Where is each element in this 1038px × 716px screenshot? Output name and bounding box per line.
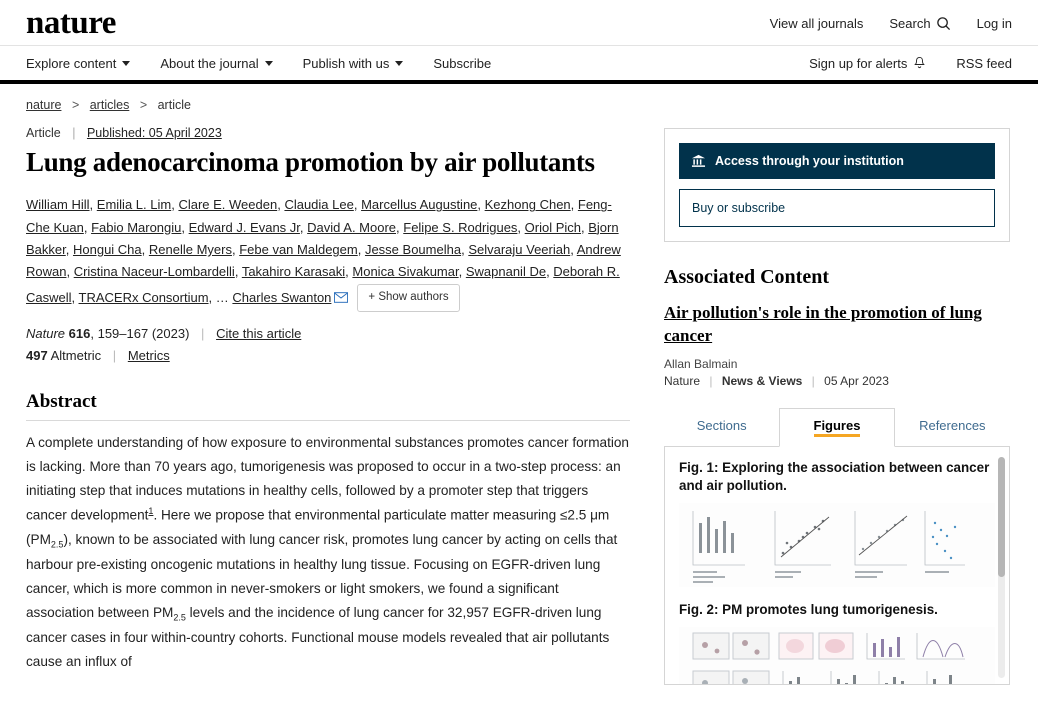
author-link[interactable]: Jesse Boumelha: [364, 242, 462, 258]
author-link[interactable]: Swapnanil De: [465, 264, 547, 280]
author-link[interactable]: Edward J. Evans Jr: [188, 219, 300, 235]
nav-subscribe[interactable]: Subscribe: [433, 55, 492, 71]
access-through-institution-label: Access through your institution: [715, 154, 904, 168]
bell-icon: [913, 56, 926, 70]
article-type: Article: [26, 126, 61, 140]
source-divider: |: [709, 373, 713, 388]
breadcrumb-separator: >: [139, 98, 148, 112]
masthead-links: [770, 16, 1012, 31]
tab-sections-label: Sections: [696, 417, 747, 433]
author-link[interactable]: Selvaraju Veeriah: [468, 242, 571, 258]
figure-1-thumbnail[interactable]: [679, 503, 995, 587]
abstract-reference-1[interactable]: 1: [148, 506, 154, 517]
email-icon[interactable]: [334, 288, 348, 310]
author-link[interactable]: Clare E. Weeden: [178, 197, 278, 213]
associated-source-section: News & Views: [721, 373, 803, 388]
institution-icon: [691, 154, 706, 168]
figure-item[interactable]: [679, 459, 995, 587]
journal-name: Nature: [26, 325, 66, 341]
associated-article-link[interactable]: Air pollution's role in the promotion of lung cancer: [664, 303, 982, 346]
figure-2-graphic: [679, 627, 969, 685]
journal-volume: 616: [68, 325, 91, 341]
sidebar-column: [664, 126, 1010, 685]
author-link[interactable]: David A. Moore: [307, 219, 397, 235]
author-link[interactable]: Emilia L. Lim: [96, 197, 172, 213]
author-link[interactable]: Andrew Rowan: [26, 242, 621, 280]
journal-pages-comma: ,: [90, 325, 98, 341]
citation-divider: |: [201, 325, 205, 341]
metrics-divider: |: [112, 347, 117, 363]
abstract-text: [26, 431, 630, 675]
article-meta: [26, 126, 630, 140]
breadcrumb-item-nature[interactable]: nature: [26, 98, 62, 112]
sidebar-tabs: [664, 408, 1010, 447]
abstract-subscript-1: 2.5: [50, 539, 64, 550]
associated-content-heading: Associated Content: [664, 266, 829, 288]
tab-figures[interactable]: [779, 408, 894, 447]
abstract-subscript-2: 2.5: [173, 612, 186, 623]
author-link-consortium[interactable]: TRACERx Consortium: [78, 289, 209, 305]
metrics-link[interactable]: Metrics: [127, 347, 170, 363]
author-link[interactable]: Renelle Myers: [148, 242, 232, 258]
metrics-line: [26, 348, 630, 363]
author-link[interactable]: Hongui Cha: [72, 242, 142, 258]
figures-panel: [664, 447, 1010, 685]
author-link[interactable]: Kezhong Chen: [484, 197, 571, 213]
associated-article-source: [664, 374, 1010, 388]
author-link[interactable]: Cristina Naceur-Lombardelli: [73, 264, 235, 280]
altmetric-label: Altmetric: [50, 347, 102, 363]
nav-explore-content[interactable]: [26, 56, 130, 71]
search-link[interactable]: [889, 16, 950, 31]
nav-left-group: [26, 56, 491, 71]
page-title: Lung adenocarcinoma promotion by air pollutants: [26, 147, 595, 177]
nav-sign-up-for-alerts[interactable]: [809, 56, 926, 71]
author-link[interactable]: Monica Sivakumar: [352, 264, 459, 280]
tab-figures-label: Figures: [814, 418, 861, 437]
figure-1-caption: Fig. 1: Exploring the association between cancer and air pollution.: [679, 459, 990, 493]
access-options-box: [664, 128, 1010, 242]
meta-divider: |: [72, 126, 76, 140]
article-published-date[interactable]: Published: 05 April 2023: [86, 126, 222, 140]
nav-about-the-journal[interactable]: [160, 56, 272, 71]
author-link[interactable]: Oriol Pich: [524, 219, 582, 235]
tab-references-label: References: [919, 417, 986, 433]
figure-2-caption: Fig. 2: PM promotes lung tumorigenesis.: [679, 602, 938, 618]
breadcrumb-item-articles[interactable]: articles: [89, 98, 130, 112]
nature-logo[interactable]: nature: [26, 5, 116, 41]
main-navigation: [0, 46, 1038, 84]
corresponding-author-link[interactable]: Charles Swanton: [232, 289, 332, 305]
nav-publish-with-us-label: Publish with us: [302, 55, 390, 71]
show-authors-button[interactable]: + Show authors: [357, 284, 459, 312]
buy-or-subscribe-button[interactable]: Buy or subscribe: [679, 189, 995, 227]
nav-rss-feed[interactable]: RSS feed: [956, 55, 1012, 71]
author-link[interactable]: Deborah R. Caswell: [26, 264, 620, 305]
associated-source-journal: Nature: [664, 373, 701, 388]
search-icon: [936, 16, 951, 31]
associated-article-author: Allan Balmain: [664, 356, 738, 371]
page-content: [0, 126, 1038, 685]
chevron-down-icon: [265, 61, 273, 66]
abstract-part-1: A complete understanding of how exposure to environmental substances promotes cancer formation is lacking. More than 70 years ago, tumorigenesis was proposed to occur in a two-step process: an initiating step that induces mutations in healthy cells, followed by a promoter step that triggers cancer development: [26, 434, 629, 523]
citation-line: [26, 326, 630, 341]
tab-sections[interactable]: [664, 408, 779, 446]
author-link[interactable]: Claudia Lee: [284, 197, 354, 213]
author-link[interactable]: Marcellus Augustine: [361, 197, 478, 213]
associated-article-title: [664, 301, 1010, 348]
altmetric-count: 497: [26, 347, 48, 363]
nav-right-group: [809, 56, 1012, 71]
figure-1-graphic: [679, 503, 969, 587]
figure-2-thumbnail[interactable]: [679, 627, 995, 685]
authors-ellipsis: …: [215, 289, 229, 305]
abstract-part-3: ), known to be associated with lung cancer risk, promotes lung cancer by acting on cells that harbour pre-existing oncogenic mutations in healthy lung tissue. Focusing on EGFR-driven lung cancer, which is more common in never-smokers or light smokers, we found a significant association between PM: [26, 531, 618, 620]
abstract-part-4: levels and the incidence of lung cancer for 32,957 EGFR-driven lung cancer cases in four within-country cohorts. Functional mouse models revealed that air pollutants cause an influx of: [26, 604, 610, 669]
access-through-institution-button[interactable]: [679, 143, 995, 179]
masthead: [0, 0, 1038, 46]
journal-year: (2023): [151, 325, 190, 341]
view-all-journals-link[interactable]: View all journals: [769, 16, 864, 31]
author-link[interactable]: Takahiro Karasaki: [241, 264, 346, 280]
author-link[interactable]: Feng-Che Kuan: [26, 197, 612, 235]
author-link[interactable]: Felipe S. Rodrigues: [403, 219, 518, 235]
figures-scrollbar-thumb[interactable]: [998, 457, 1005, 577]
article-column: [26, 126, 630, 685]
nav-explore-content-label: Explore content: [26, 55, 117, 71]
abstract-part-2: . Here we propose that environmental particulate matter measuring ≤2.5 μm (PM: [26, 507, 610, 547]
author-link[interactable]: Fabio Marongiu: [91, 219, 182, 235]
nav-publish-with-us[interactable]: [303, 56, 404, 71]
cite-this-article-link[interactable]: Cite this article: [216, 325, 302, 341]
author-link[interactable]: William Hill: [26, 197, 90, 213]
breadcrumb-item-article: article: [157, 98, 191, 112]
tab-references[interactable]: [895, 408, 1010, 446]
nav-about-the-journal-label: About the journal: [160, 55, 259, 71]
source-divider: |: [811, 373, 815, 388]
search-label: Search: [889, 16, 931, 31]
nav-sign-up-for-alerts-label: Sign up for alerts: [809, 55, 908, 71]
journal-pages: 159–167: [97, 325, 149, 341]
abstract-heading: Abstract: [26, 391, 630, 421]
author-link[interactable]: Febe van Maldegem: [239, 242, 358, 258]
author-list: William Hill, Emilia L. Lim, Clare E. Weeden, Claudia Lee, Marcellus Augustine, Kezhong Chen, Feng-Che Kuan, Fabio Marongiu, Edward J. Evans Jr, David A. Moore, Felipe S. Rodrigues, Oriol Pich, Bjorn Bakker, Hongui Cha, Renelle Myers, Febe van Maldegem, Jesse Boumelha, Selvaraju Veeriah, Andrew Rowan, Cristina Naceur-Lombardelli, Takahiro Karasaki, Monica Sivakumar, Swapnanil De, Deborah R. Caswell, TRACERx Consortium, … Charles Swanton + Show authors: [26, 194, 630, 311]
chevron-down-icon: [122, 61, 130, 66]
breadcrumb: [0, 84, 1038, 112]
breadcrumb-separator: >: [71, 98, 80, 112]
login-link[interactable]: Log in: [976, 16, 1012, 31]
chevron-down-icon: [395, 61, 403, 66]
author-link[interactable]: Bjorn Bakker: [26, 219, 619, 258]
associated-source-date: 05 Apr 2023: [824, 373, 889, 388]
figure-item[interactable]: [679, 601, 995, 685]
